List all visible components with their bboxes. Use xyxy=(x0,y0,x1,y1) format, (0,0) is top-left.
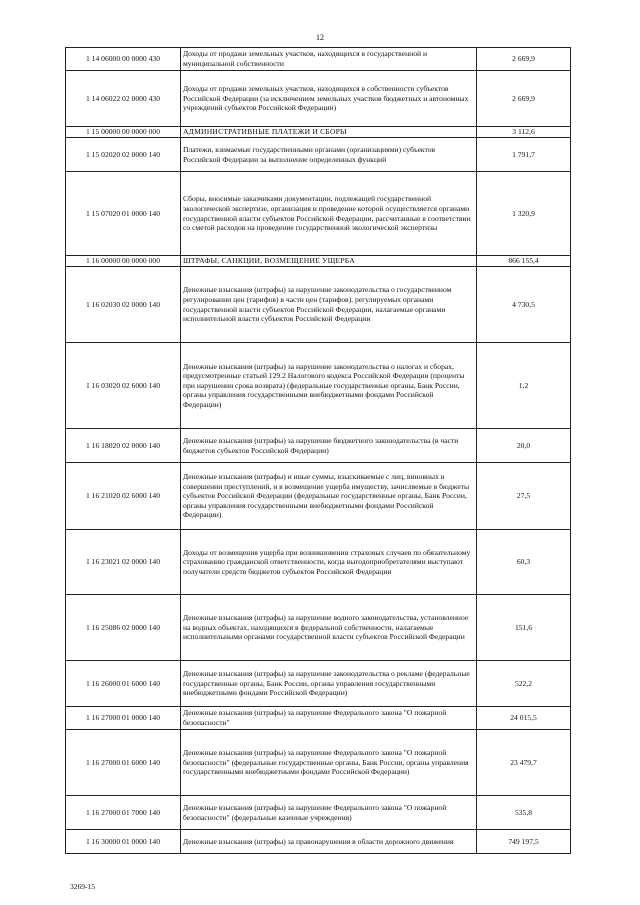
revenue-name-cell: Денежные взыскания (штрафы) за нарушение Федерального закона "О пожарной безопасности" (федеральные государственные органы, Банк России, органы управления государственными внебюджетными фондами Российской Федерации) xyxy=(181,730,477,796)
revenue-name-cell: Денежные взыскания (штрафы) за нарушение Федерального закона "О пожарной безопасности" (федеральные казенные учреждения) xyxy=(181,796,477,830)
revenue-name-cell: Денежные взыскания (штрафы) за правонарушения в области дорожного движения xyxy=(181,830,477,854)
revenue-name-cell: Денежные взыскания (штрафы) и иные суммы, взыскиваемые с лиц, виновных в совершении преступлений, и в возмещение ущерба имуществу, зачисляемые в бюджеты субъектов Российской Федерации (федеральные государственные органы, Банк России, органы управления государственными внебюджетными фондами Российской Федерации) xyxy=(181,463,477,530)
table-row xyxy=(66,429,571,463)
amount-cell: 2 669,9 xyxy=(477,48,571,71)
revenue-table xyxy=(65,47,571,854)
table-row xyxy=(66,71,571,127)
revenue-name-cell: Денежные взыскания (штрафы) за нарушение водного законодательства, установленное на водных объектах, находящихся в федеральной собственности, налагаемые исполнительными органами государственной власти субъектов Российской Федерации xyxy=(181,595,477,661)
revenue-name-cell: ШТРАФЫ, САНКЦИИ, ВОЗМЕЩЕНИЕ УЩЕРБА xyxy=(181,256,477,267)
revenue-name-cell: Денежные взыскания (штрафы) за нарушение законодательства о налогах и сборах, предусмотренные статьей 129.2 Налогового кодекса Российской Федерации (проценты при нарушении срока возврата) (федеральные государственные органы, Банк России, органы управления государственными внебюджетными фондами Российской Федерации) xyxy=(181,343,477,429)
amount-cell: 20,0 xyxy=(477,429,571,463)
amount-cell: 1,2 xyxy=(477,343,571,429)
revenue-name-cell: Денежные взыскания (штрафы) за нарушение бюджетного законодательства (в части бюджетов субъектов Российской Федерации) xyxy=(181,429,477,463)
table-row xyxy=(66,530,571,595)
amount-cell: 151,6 xyxy=(477,595,571,661)
revenue-name-cell: Доходы от возмещения ущерба при возникновении страховых случаев по обязательному страхованию гражданской ответственности, когда выгодоприобретателями выступают получатели средств бюджетов субъектов Российской Федерации xyxy=(181,530,477,595)
revenue-table-grid xyxy=(65,47,571,854)
table-row xyxy=(66,172,571,256)
table-row xyxy=(66,138,571,172)
amount-cell: 535,8 xyxy=(477,796,571,830)
revenue-name-cell: АДМИНИСТРАТИВНЫЕ ПЛАТЕЖИ И СБОРЫ xyxy=(181,127,477,138)
budget-code-cell: 1 16 30000 01 0000 140 xyxy=(66,830,181,854)
budget-code-cell: 1 16 26000 01 6000 140 xyxy=(66,661,181,707)
budget-code-cell: 1 15 07020 01 0000 140 xyxy=(66,172,181,256)
amount-cell: 749 197,5 xyxy=(477,830,571,854)
page-number: 12 xyxy=(316,33,324,42)
amount-cell: 24 015,5 xyxy=(477,707,571,730)
budget-code-cell: 1 16 27000 01 6000 140 xyxy=(66,730,181,796)
amount-cell: 27,5 xyxy=(477,463,571,530)
amount-cell: 522,2 xyxy=(477,661,571,707)
budget-code-cell: 1 16 27000 01 0000 140 xyxy=(66,707,181,730)
revenue-name-cell: Денежные взыскания (штрафы) за нарушение Федерального закона "О пожарной безопасности" xyxy=(181,707,477,730)
table-row xyxy=(66,595,571,661)
amount-cell: 1 320,9 xyxy=(477,172,571,256)
amount-cell: 23 479,7 xyxy=(477,730,571,796)
budget-code-cell: 1 16 03020 02 6000 140 xyxy=(66,343,181,429)
table-row xyxy=(66,267,571,343)
revenue-name-cell: Платежи, взимаемые государственными органами (организациями) субъектов Российской Федерации за выполнение определенных функций xyxy=(181,138,477,172)
budget-code-cell: 1 15 02020 02 0000 140 xyxy=(66,138,181,172)
budget-code-cell: 1 16 23021 02 0000 140 xyxy=(66,530,181,595)
budget-code-cell: 1 16 18020 02 0000 140 xyxy=(66,429,181,463)
table-row xyxy=(66,796,571,830)
table-body xyxy=(66,48,571,854)
revenue-name-cell: Денежные взыскания (штрафы) за нарушение законодательства о рекламе (федеральные государственные органы, Банк России, органы управления государственными внебюджетными фондами Российской Федерации) xyxy=(181,661,477,707)
budget-code-cell: 1 16 27000 01 7000 140 xyxy=(66,796,181,830)
section-row xyxy=(66,127,571,138)
amount-cell: 866 155,4 xyxy=(477,256,571,267)
revenue-name-cell: Денежные взыскания (штрафы) за нарушение законодательства о государственном регулировании цен (тарифов) в части цен (тарифов), регулируемых органами государственной власти субъектов Российской Федерации, налагаемые органами исполнительной власти субъектов Российской Федерации xyxy=(181,267,477,343)
amount-cell: 2 669,9 xyxy=(477,71,571,127)
table-row xyxy=(66,48,571,71)
amount-cell: 4 730,5 xyxy=(477,267,571,343)
revenue-name-cell: Доходы от продажи земельных участков, находящихся в собственности субъектов Российской Федерации (за исключением земельных участков бюджетных и автономных учреждений субъектов Российской Федерации) xyxy=(181,71,477,127)
budget-code-cell: 1 16 25086 02 0000 140 xyxy=(66,595,181,661)
table-row xyxy=(66,343,571,429)
budget-code-cell: 1 15 00000 00 0000 000 xyxy=(66,127,181,138)
document-code: 3269-15 xyxy=(70,882,95,891)
table-row xyxy=(66,730,571,796)
table-row xyxy=(66,463,571,530)
budget-code-cell: 1 16 21020 02 6000 140 xyxy=(66,463,181,530)
amount-cell: 3 112,6 xyxy=(477,127,571,138)
table-row xyxy=(66,707,571,730)
table-row xyxy=(66,661,571,707)
revenue-name-cell: Доходы от продажи земельных участков, находящихся в государственной и муниципальной собственности xyxy=(181,48,477,71)
budget-code-cell: 1 14 06000 00 0000 430 xyxy=(66,48,181,71)
amount-cell: 60,3 xyxy=(477,530,571,595)
budget-code-cell: 1 16 02030 02 0000 140 xyxy=(66,267,181,343)
revenue-name-cell: Сборы, вносимые заказчиками документации, подлежащей государственной экологической экспертизе, организация и проведение которой осуществляется органами государственной власти субъектов Российской Федерации, рассчитанные в соответствии со сметой расходов на проведение государственной экологической экспертизы xyxy=(181,172,477,256)
section-row xyxy=(66,256,571,267)
budget-code-cell: 1 16 00000 00 0000 000 xyxy=(66,256,181,267)
budget-code-cell: 1 14 06022 02 0000 430 xyxy=(66,71,181,127)
amount-cell: 1 791,7 xyxy=(477,138,571,172)
table-row xyxy=(66,830,571,854)
